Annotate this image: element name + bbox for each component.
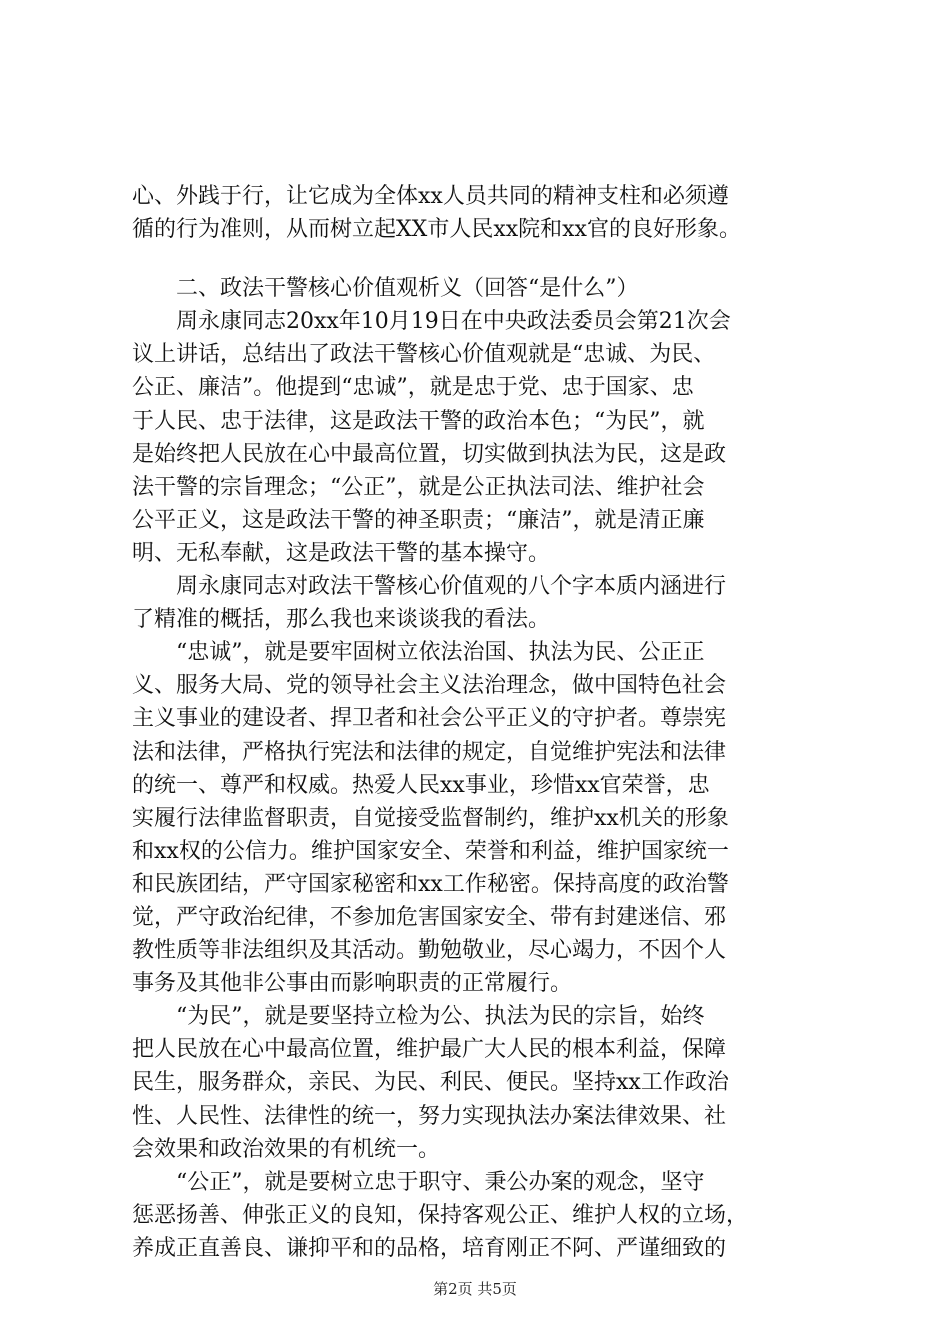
text-line: 民生，服务群众，亲民、为民、利民、便民。坚持xx工作政治 <box>132 1070 729 1096</box>
text-line: 和民族团结，严守国家秘密和xx工作秘密。保持高度的政治警 <box>132 871 729 897</box>
text-line: 议上讲话，总结出了政法干警核心价值观就是“忠诚、为民、 <box>132 342 716 368</box>
text-line: 法和法律，严格执行宪法和法律的规定，自觉维护宪法和法律 <box>132 739 727 765</box>
text-line: 了精准的概括，那么我也来谈谈我的看法。 <box>132 607 551 633</box>
section-heading: 二、政法干警核心价值观析义（回答“是什么”） <box>176 276 639 302</box>
text-line: 养成正直善良、谦抑平和的品格，培育刚正不阿、严谨细致的 <box>132 1235 727 1261</box>
document-body <box>132 180 832 1265</box>
text-line: 是始终把人民放在心中最高位置，切实做到执法为民，这是政 <box>132 441 727 467</box>
text-line: 主义事业的建设者、捍卫者和社会公平正义的守护者。尊崇宪 <box>132 706 727 732</box>
text-line: 的统一、尊严和权威。热爱人民xx事业，珍惜xx官荣誉，忠 <box>132 772 710 798</box>
text-line: 和xx权的公信力。维护国家安全、荣誉和利益，维护国家统一 <box>132 838 729 864</box>
text-line: 会效果和政治效果的有机统一。 <box>132 1136 441 1162</box>
text-line: 法干警的宗旨理念；“公正”，就是公正执法司法、维护社会 <box>132 474 705 500</box>
text-line: 实履行法律监督职责，自觉接受监督制约，维护xx机关的形象 <box>132 805 729 831</box>
text-line: 惩恶扬善、伸张正义的良知，保持客观公正、维护人权的立场， <box>132 1202 749 1228</box>
text-line: 心、外践于行，让它成为全体xx人员共同的精神支柱和必须遵 <box>132 184 729 209</box>
text-line: 教性质等非法组织及其活动。勤勉敬业，尽心竭力，不因个人 <box>132 938 727 964</box>
text-line: 义、服务大局、党的领导社会主义法治理念，做中国特色社会 <box>132 673 727 699</box>
text-line: “公正”，就是要树立忠于职守、秉公办案的观念，坚守 <box>176 1169 705 1195</box>
text-line: 公正、廉洁”。他提到“忠诚”，就是忠于党、忠于国家、忠 <box>132 375 694 401</box>
text-line: 于人民、忠于法律，这是政法干警的政治本色；“为民”，就 <box>132 408 705 434</box>
text-line: 明、无私奉献，这是政法干警的基本操守。 <box>132 540 551 566</box>
text-line: 循的行为准则，从而树立起XX市人民xx院和xx官的良好形象。 <box>132 217 741 243</box>
text-line: 周永康同志20xx年10月19日在中央政法委员会第21次会 <box>176 309 731 335</box>
text-line: “为民”，就是要坚持立检为公、执法为民的宗旨，始终 <box>176 1004 705 1030</box>
text-line: 把人民放在心中最高位置，维护最广大人民的根本利益，保障 <box>132 1037 727 1063</box>
paragraph-gap <box>132 246 832 272</box>
page-number-footer: 第2页 共5页 <box>433 1280 517 1298</box>
text-line: 周永康同志对政法干警核心价值观的八个字本质内涵进行 <box>176 574 727 600</box>
text-line: “忠诚”，就是要牢固树立依法治国、执法为民、公正正 <box>176 640 705 666</box>
text-line: 觉，严守政治纪律，不参加危害国家安全、带有封建迷信、邪 <box>132 904 727 930</box>
text-line: 性、人民性、法律性的统一，努力实现执法办案法律效果、社 <box>132 1103 727 1129</box>
text-line: 公平正义，这是政法干警的神圣职责；“廉洁”，就是清正廉 <box>132 507 705 533</box>
text-line: 事务及其他非公事由而影响职责的正常履行。 <box>132 971 573 997</box>
